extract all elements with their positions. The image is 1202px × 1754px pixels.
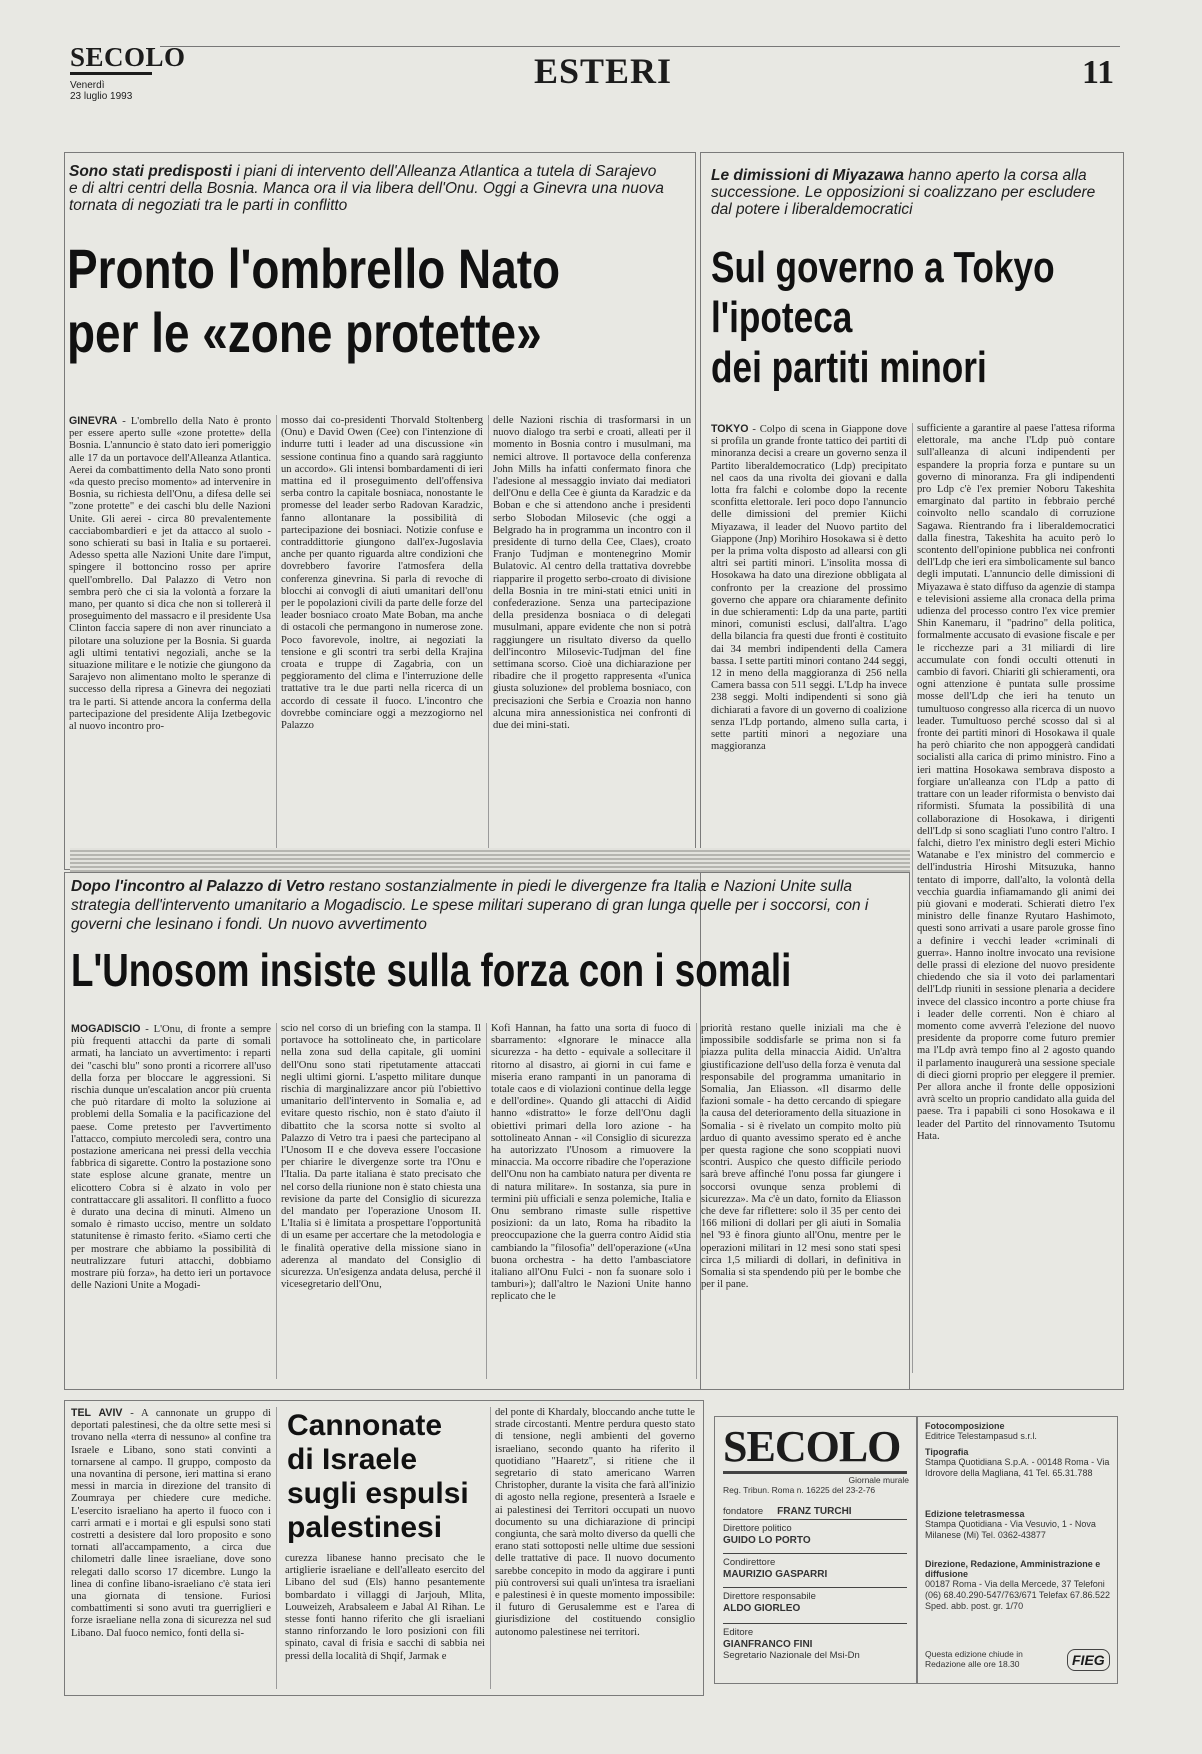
unosom-headline: L'Unosom insiste sulla forza con i somali: [71, 944, 792, 996]
israele-column-3: del ponte di Khardaly, bloccando anche tutte le strade circostanti. Mentre perdura questo stato di tensione, negli ambienti del governo israeliano, secondo quanto ha riferito il quotidiano "Haaretz", si ritiene che il segretario di stato americano Warren Christopher, durante la visita che farà all'inizio di agosto nella regione, presenterà a Israele e ai palestinesi dei Territori occupati un nuovo documento su una dichiarazione di principi congiunta, che sarà molto diverso da quelli che erano stati sottoposti nelle ultime due sessioni delle trattative di pace. Il nuovo documento sarebbe concepito in modo da aggirare i punti più controversi sui quali un'intesa tra israeliani e palestinesi è in queste momento impossibile: il futuro di Gerusalemme est e l'area di giurisdizione del costituendo consiglio autonomo palestinese nei territori.: [495, 1407, 695, 1638]
unosom-dateline: MOGADISCIO: [71, 1023, 141, 1035]
director-label: Direttore politico: [723, 1523, 792, 1534]
imprint-left: [714, 1416, 918, 1684]
imprint-logo-rule: [723, 1471, 907, 1474]
imprint-logo: SECOLO: [723, 1422, 901, 1471]
unosom-kicker-bold: Dopo l'incontro al Palazzo di Vetro: [71, 878, 325, 895]
imprint-condirector: [723, 1557, 827, 1580]
office-title: Direzione, Redazione, Amministrazione e diffusione: [925, 1559, 1101, 1579]
israele-col1-text: - A cannonate un gruppo di deportati palestinesi, che da oltre sette mesi si trovano nella «terra di nessuno» al confine tra Israele e Libano, sono stati convinti a tornarsene al campo. Il gruppo, composto da una novantina di persone, ieri mattina si erano messi in marcia in direzione del transito di Zoumraya per chiedere cure mediche. L'esercito israeliano ha aperto il fuoco con i carri armati e i mortai e gli espulsi sono stati costretti a desistere dal loro proposito e sono tornati all'accampamento, a circa due chilometri dalle linee israeliane, dove sono relegati dallo scorso 17 dicembre. Lungo la linea di confine libano-israeliano c'è stata ieri una giornata di tensione. Furiosi combattimenti si sono avuti tra guerriglieri e forze israeliane nella zona di sicurezza nel sud Libano. Dal fuoco nemico, fonti della si-: [71, 1408, 271, 1639]
unosom-article: [64, 872, 910, 1390]
divider: [723, 1553, 907, 1554]
unosom-kicker-text: restano sostanzialmente in piedi le divergenze fra Italia e Nazioni Unite sulla strategia dell'intervento umanitario a Mogadiscio. Le spese militari superano di gran lunga quelle per i soccorsi, con i governi che lesinano i fondi. Un nuovo avvertimento: [71, 878, 869, 933]
unosom-column-2: scio nel corso di un briefing con la stampa. Il portavoce ha sottolineato che, in particolare nella zona sud della capitale, gli uomini dell'Onu sono stati ripetutamente attaccati negli ultimi giorni. L'aspetto militare dunque rischia di marginalizzare ancor più l'obiettivo umanitario dell'intervento in Somalia e, ad evitare questo rischio, non è stato d'aiuto il dibattito che la scorsa notte si svolto al Palazzo di Vetro tra i paesi che partecipano al l'Unosom II e che doveva essere l'occasione per chiarire le divergenze sorte tra l'Onu e l'Italia. Da parte italiana è stato precisato che nel corso della riunione non è stato chiesta una revisione da parte del Consiglio di sicurezza del mandato per l'operazione Unosom II. L'Italia si è limitata a prospettare l'opportunità di un esame per accertare che la metodologia e le finalità operative della missione siano in aderenza al mandato del Consiglio di sicurezza. Un'esigenza andata delusa, perché il vicesegretario dell'Onu,: [281, 1023, 481, 1291]
nato-column-3: delle Nazioni rischia di trasformarsi in un nuovo dialogo tra serbi e croati, alleati per il momento in Bosnia contro i musulmani, ma nemici altrove. Il portavoce della conferenza John Mills ha infatti confermato finora che l'adesione al messaggio inviato dai mediatori dell'Onu e della Cee è giunta da Karadzic e da Boban e che si attendono anche i presidenti serbo Slobodan Milosevic (che oggi a Belgrado ha in programma un incontro con il presidente di turno della Cee, Claes), croato Franjo Tudjman e montenegrino Momir Bulatovic. Al centro della trattativa dovrebbe riapparire il progetto serbo-croato di divisione della Bosnia in tre mini-stati etnici uniti in confederazione. Senza una partecipazione della presidenza bosniaca o di delegati musulmani, appare evidente che non si potrà raggiungere un risultato diverso da quello dell'incontro Milosevic-Tudjman del fine settimana scorso. Cioè una dichiarazione per ribadire che il progetto rappresenta «l'unica giusta soluzione» del problema bosniaco, con precisazioni che Serbia e Croazia non hanno alcuna mira annessionistica nei confronti di due dei mini-stati.: [493, 415, 691, 732]
israele-headline-line1: Cannonate: [287, 1409, 443, 1442]
divider: [723, 1587, 907, 1588]
imprint-registration: Reg. Tribun. Roma n. 16225 del 23-2-76: [723, 1485, 876, 1495]
column-rule: [486, 1023, 487, 1379]
tokyo-kicker-text: hanno aperto la corsa alla successione. Le opposizioni si coalizzano per escludere dal potere i liberaldemocratici: [711, 167, 1096, 218]
column-rule: [490, 1407, 491, 1689]
teleprint-text: Stampa Quotidiana - Via Vesuvio, 1 - Nova Milanese (Mi) Tel. 0362-43877: [925, 1519, 1096, 1540]
unosom-kicker: [71, 877, 881, 934]
unosom-column-4: priorità restano quelle iniziali ma che è impossibile soddisfarle se prima non si fa piazza pulita della minaccia Aidid. Un'altra giustificazione dell'uso della forza è venuta dal responsabile del programma umanitario in Somalia, Jan Eliasson. «Il disarmo delle fazioni somale - ha detto cercando di spiegare la causa del deterioramento della situazione in Somalia - si è rivelato un compito molto più arduo di quanto avessimo sperato ed è anche per questa ragione che sono scoppiati nuovi scontri. Auspico che questo difficile periodo sarà breve affinché l'onu possa far giungere i soccorsi ovunque senza problemi di sicurezza». Ma c'è un dato, fornito da Eliasson che deve far riflettere: solo il 35 per cento dei 166 milioni di dollari per gli aiuti in Somalia nel '93 è finora giunto all'Onu, mentre per le operazioni militari in 12 mesi sono stati spesi circa 1,5 miliardi di dollari, in definitiva in Somalia si sta spendendo più per le bombe che per il pane.: [701, 1023, 901, 1291]
masthead-day: Venerdì: [70, 80, 105, 91]
masthead-date: [70, 80, 132, 102]
tokyo-kicker-bold: Le dimissioni di Miyazawa: [711, 167, 904, 184]
tokyo-kicker: [711, 167, 1111, 218]
publisher-role: Segretario Nazionale del Msi-Dn: [723, 1650, 860, 1661]
founder-label: fondatore: [723, 1506, 764, 1517]
section-title: ESTERI: [534, 51, 673, 91]
masthead-full-date: 23 luglio 1993: [70, 91, 133, 102]
tokyo-headline-line2: l'ipoteca: [711, 293, 853, 342]
nato-dateline: GINEVRA: [69, 415, 118, 427]
nato-kicker-bold: Sono stati predisposti: [69, 163, 232, 180]
nato-column-2: mosso dai co-presidenti Thorvald Stoltenberg (Onu) e David Owen (Cee) con l'intenzione di indurre tutti i leader ad una discussione «in sessione continua fino a quando sarà raggiunto un accordo». Gli intensi bombardamenti di ieri mattina ed il proseguimento dell'offensiva serba contro la capitale bosniaca, nonostante le promesse del leader serbo Radovan Karadzic, fanno allontanare la possibilità di partecipazione dei bosniaci. Notizie confuse e contraddittorie giungono dall'ex-Jugoslavia anche per quanto riguarda altre condizioni che dovrebbero favorire l'atmosfera della conferenza ginevrina. Si parla di revoche di blocchi ai convogli di aiuti umanitari dell'onu per le popolazioni civili da parte delle forze del leader bosniaco croato Mate Boban, ma anche di ostacoli che permangono in numerose zone. Poco favorevole, inoltre, ai negoziati la tensione e gli scontri tra serbi della Krajina croata e truppe di Zagabria, con un peggioramento del clima e l'interruzione delle trattative tra le due parti nella ricerca di un accordo di cessate il fuoco. L'incontro che dovrebbe cominciare oggi a mezzogiorno nel Palazzo: [281, 415, 483, 732]
top-rule: [160, 46, 1120, 47]
imprint-director: [723, 1523, 811, 1546]
column-rule: [912, 423, 913, 1373]
fieg-logo: FIEG: [1067, 1649, 1110, 1671]
column-rule: [276, 1023, 277, 1379]
imprint-closing: Questa edizione chiude in Redazione alle ore 18.30: [925, 1649, 1023, 1669]
typography-title: Tipografia: [925, 1447, 969, 1457]
nato-headline-line1: Pronto l'ombrello Nato: [67, 237, 561, 300]
israele-dateline: TEL AVIV: [71, 1407, 123, 1419]
nato-article: [64, 152, 696, 870]
imprint-publisher: [723, 1627, 860, 1662]
imprint-founder: [723, 1501, 909, 1519]
masthead-underline: [70, 72, 152, 75]
responsible-label: Direttore responsabile: [723, 1591, 816, 1602]
decorative-separator: [70, 848, 910, 872]
unosom-col1-text: - L'Onu, di fronte a sempre più frequenti attacchi da parte di somali armati, ha lanciato un avvertimento: i reparti dei "caschi blu" sono pronti a ricorrere all'uso della forza per bloccare le aggressioni. Si rischia dunque un'escalation ancor più cruenta che può ritardare di molto la soluzione ai problemi della Somalia e la pacificazione del paese. Come pretesto per l'avvertimento l'attacco, compiuto mercoledì sera, contro una postazione americana nei pressi della vecchia fabbrica di sigarette. Contro la postazione sono state esplose alcune granate, mentre un elicottero Cobra si è alzato in volo per contrattaccare gli assalitori. Il conflitto a fuoco è durato una decina di minuti. Almeno un somalo è rimasto ucciso, mentre un soldato statunitense è rimasto ferito. «Siamo certi che per mostrare che abbiamo la possibilità di neutralizzare futuri attacchi, dobbiamo mostrare più forza», ha detto ieri un portavoce delle Nazioni Unite a Mogadi-: [71, 1024, 271, 1292]
israele-column-1: [71, 1407, 271, 1691]
tokyo-col1-text: - Colpo di scena in Giappone dove si profila un grande fronte tattico dei partiti di minoranza decisi a creare un governo senza il Partito liberaldemocratico (Ldp) precipitato nel caos da una rivolta dei giovani e dalla lotta fra falchi e colombe dopo la recente sconfitta elettorale. Ieri poco dopo l'annuncio delle dimissioni del premier Kiichi Miyazawa, il leader del Nuovo partito del Giappone (Jnp) Morihiro Hosokawa si è detto per la prima volta disposto ad allearsi con gli altri sei partiti minori. L'insolita mossa di Hosokawa ha dato una direzione obbligata al confronto per la creazione del prossimo governo che appare ora chiaramente definito in due schieramenti: Ldp da una parte, partiti minori, comunisti esclusi, dall'altra. L'ago della bilancia fra questi due fronti è costituito dai 34 membri indipendenti della Camera bassa. I sette partiti minori contano 244 seggi, 12 in meno della maggioranza di 256 nella Camera bassa con 511 seggi. L'Ldp ha invece 238 seggi. Molti indipendenti si sono già dichiarati a favore di un governo di coalizione senza l'Ldp portando, almeno sulla carta, i sette partiti minori a negoziare una maggioranza: [711, 424, 907, 753]
imprint-typography: [925, 1447, 1111, 1479]
imprint-photocomp: [925, 1421, 1111, 1442]
masthead-logo: SECOLO: [70, 42, 186, 72]
divider: [723, 1519, 907, 1520]
column-rule: [488, 415, 489, 863]
israele-article: [64, 1400, 704, 1696]
imprint-responsible: [723, 1591, 816, 1614]
imprint-right: [916, 1416, 1118, 1684]
israele-headline-line2: di Israele: [287, 1443, 418, 1476]
israele-column-2: curezza libanese hanno precisato che le artiglierie israeliane e dell'alleato esercito del Libano del sud (Els) hanno pesantemente bombardato i villaggi di Jarjouh, Mlita, Louweizeh, Arabsaleem e Jabal Al Rihan. Le stesse fonti hanno riferito che gli israeliani stanno rinforzando le loro posizioni con fili spinato, caval di frisia e sacchi di sabbia nei pressi della località di Shqif, Jarmak e: [285, 1553, 485, 1662]
tokyo-headline-line3: dei partiti minori: [711, 343, 987, 392]
office-text: 00187 Roma - Via della Mercede, 37 Telefoni (06) 68.40.290-547/763/671 Telefax 67.86.522 Sped. abb. post. gr. 1/70: [925, 1579, 1110, 1611]
photocomp-text: Editrice Telestampasud s.r.l.: [925, 1431, 1037, 1441]
tokyo-column-1: [711, 423, 907, 863]
responsible-name: ALDO GIORLEO: [723, 1603, 801, 1614]
director-name: GUIDO LO PORTO: [723, 1535, 811, 1546]
tokyo-headline-line1: Sul governo a Tokyo: [711, 243, 1055, 292]
nato-kicker: [69, 163, 669, 214]
column-rule: [696, 1023, 697, 1379]
nato-kicker-text: i piani di intervento dell'Alleanza Atlantica a tutela di Sarajevo e di altri centri della Bosnia. Manca ora il via libera dell'Onu. Oggi a Ginevra una nuova tornata di negoziati tra le parti in conflitto: [69, 163, 664, 214]
condirector-label: Condirettore: [723, 1557, 776, 1568]
imprint-teleprint: [925, 1509, 1111, 1541]
imprint-subtitle: Giornale murale: [848, 1475, 909, 1485]
nato-col1-text: - L'ombrello della Nato è pronto per essere aperto sulle «zone protette» della Bosnia. L'annuncio è stato dato ieri pomeriggio alle 17 da un portavoce dell'Alleanza Atlantica. Aerei da combattimento della Nato sono pronti «da questo preciso momento» ad intervenire in Bosnia, su richiesta dell'Onu, a difesa delle sei "zone protette" e dei caschi blu delle Nazioni Unite. Gli aerei - circa 80 prevalentemente cacciabombardieri e jet da attacco al suolo - sono schierati su basi in Italia e su portaerei. Adesso spetta alle Nazioni Unite dare l'imput, spingere il bottoncino rosso per aprire quell'ombrello. Dal Palazzo di Vetro non sembra però che ci sia la volontà a forzare la mano, per quanto si dica che non si tollererà il proseguimento del massacro e il presidente Usa Clinton faccia sapere di non aver rinunciato a pilotare una soluzione per la Bosnia. Si guarda agli ultimi tentativi negoziali, anche se la situazione militare e le notizie che giungono da Sarajevo non alimentano molto le speranze di successo della ripresa a Ginevra dei negoziati tra le parti. Si attende ancora la conferma della partecipazione del presidente Alija Izetbegovic al nuovo incontro pro-: [69, 416, 271, 733]
divider: [723, 1623, 907, 1624]
page-number: 11: [1082, 54, 1115, 91]
israele-headline-line4: palestinesi: [287, 1511, 443, 1544]
typography-text: Stampa Quotidiana S.p.A. - 00148 Roma - Via Idrovore della Magliana, 41 Tel. 65.31.788: [925, 1457, 1110, 1478]
founder-name: FRANZ TURCHI: [777, 1506, 852, 1517]
column-rule: [276, 415, 277, 863]
nato-headline-line2: per le «zone protette»: [67, 301, 542, 364]
nato-column-1: [69, 415, 271, 867]
publisher-label: Editore: [723, 1627, 754, 1638]
israele-headline: [287, 1409, 483, 1545]
condirector-name: MAURIZIO GASPARRI: [723, 1569, 828, 1580]
unosom-column-3: Kofi Hannan, ha fatto una sorta di fuoco di sbarramento: «Ignorare le minacce alla sicurezza - ha detto - equivale a sollecitare il ritorno al disastro, ai giorni in cui fame e miseria erano rampanti in un panorama di totale caos e di violazioni continue della legge e dell'ordine». Quando gli attacchi di Aidid hanno «distratto» le forze dell'Onu dagli obiettivi primari della loro azione - ha sottolineato Annan - «il Consiglio di sicurezza ha autorizzato l'Unosom a rimuovere la minaccia. Ma occorre ribadire che l'operazione dell'Onu non ha cambiato natura per diventa re di natura militare». In sostanza, sia pure in termini più ufficiali e senza polemiche, Italia e Onu sembrano rimaste sulle rispettive posizioni: da un lato, Roma ha ribadito la preoccupazione che la guerra contro Aidid stia cambiando la "filosofia" dell'operazione («Una buona orchestra - ha detto l'ambasciatore italiano all'Onu Fulci - non fa suonare solo i tamburi»); dall'altro le Nazioni Unite hanno replicato che le: [491, 1023, 691, 1303]
israele-headline-line3: sugli espulsi: [287, 1477, 469, 1510]
column-rule: [276, 1407, 277, 1689]
photocomp-title: Fotocomposizione: [925, 1421, 1005, 1431]
tokyo-column-2: sufficiente a garantire al paese l'attesa riforma elettorale, ma anche l'Ldp può contare sull'alleanza di alcuni indipendenti per espandere la propria forza e puntare su un governo di minoranza. Fra gli indipendenti pro Ldp c'è l'ex premier Noboru Takeshita emarginato dal partito in febbraio perché coinvolto nello scandalo di corruzione Sagawa. Rientrando fra i liberaldemocratici dalla finestra, Takeshita ha acuito però lo scontento dell'opinione pubblica nei confronti dell'Ldp che ieri era simbolicamente sul banco degli imputati. L'annuncio delle dimissioni di Miyazawa è stato diffuso da agenzie di stampa e televisioni assieme alla cronaca della prima udienza del processo contro l'ex vice premier Shin Kanemaru, il "padrino" della politica, formalmente accusato di evasione fiscale e per le ricchezze pari a 31 miliardi di lire accumulate con fondi occulti ottenuti in cambio di favori. Chiariti gli schieramenti, ora ogni attenzione è puntata sulle prossime mosse dell'Ldp che ieri ha tenuto un tumultuoso congresso alla ricerca di un nuovo leader. Tumultuoso perché scosso dal sì al fronte dei partiti minori di Hosokawa il quale ha però chiarito che non appoggerà candidati socialisti alla carica di primo ministro. Fino a ieri mattina Hosokawa sembrava disposto a forgiare un'alleanza con l'Ldp a patto di trattare con un leader riformista o benvisto dai riformisti. Sfumata la possibilità di una collaborazione di Hosokawa, i dirigenti dell'Ldp si sono scagliati l'uno contro l'altro. I falchi, dietro l'ex ministro degli esteri Michio Watanabe e l'ex ministro del commercio e dell'industria Hiroshi Mitsuzuka, hanno tentato di imporre, dall'alto, la volontà della vecchia guardia infiamamando gli animi dei più giovani e moderati. Schierati dietro l'ex ministro delle finanze Ryutaro Hashimoto, questi sono arrivati a usare parole grosse fino a definire i vecchi leader «criminali di guerra». Hanno inoltre invocato una revisione delle prassi di elezione del nuovo presidente chiedendo che sia il voto dei parlamentari dell'Ldp riuniti in sessione plenaria a decidere invece del classico incontro a porte chiuse fra i leader delle correnti. Non è chiaro al momento come avverrà l'elezione del nuovo presidente da proporre come futuro premier ma l'Ldp avrà tempo fino al 2 agosto quando il parlamento inaugurerà una sessione speciale di dieci giorni proprio per eleggere il premier. Per allora anche il fronte delle opposizioni avrà scelto un proprio candidato alla guida del paese. Tra i papabili ci sono Hosokawa e il leader del Partito del rinnovamento Tsutomu Hata.: [917, 423, 1115, 1142]
teleprint-title: Edizione teletrasmessa: [925, 1509, 1025, 1519]
imprint-office: [925, 1559, 1111, 1612]
tokyo-dateline: TOKYO: [711, 423, 749, 435]
publisher-name: GIANFRANCO FINI: [723, 1639, 813, 1650]
unosom-column-1: [71, 1023, 271, 1383]
